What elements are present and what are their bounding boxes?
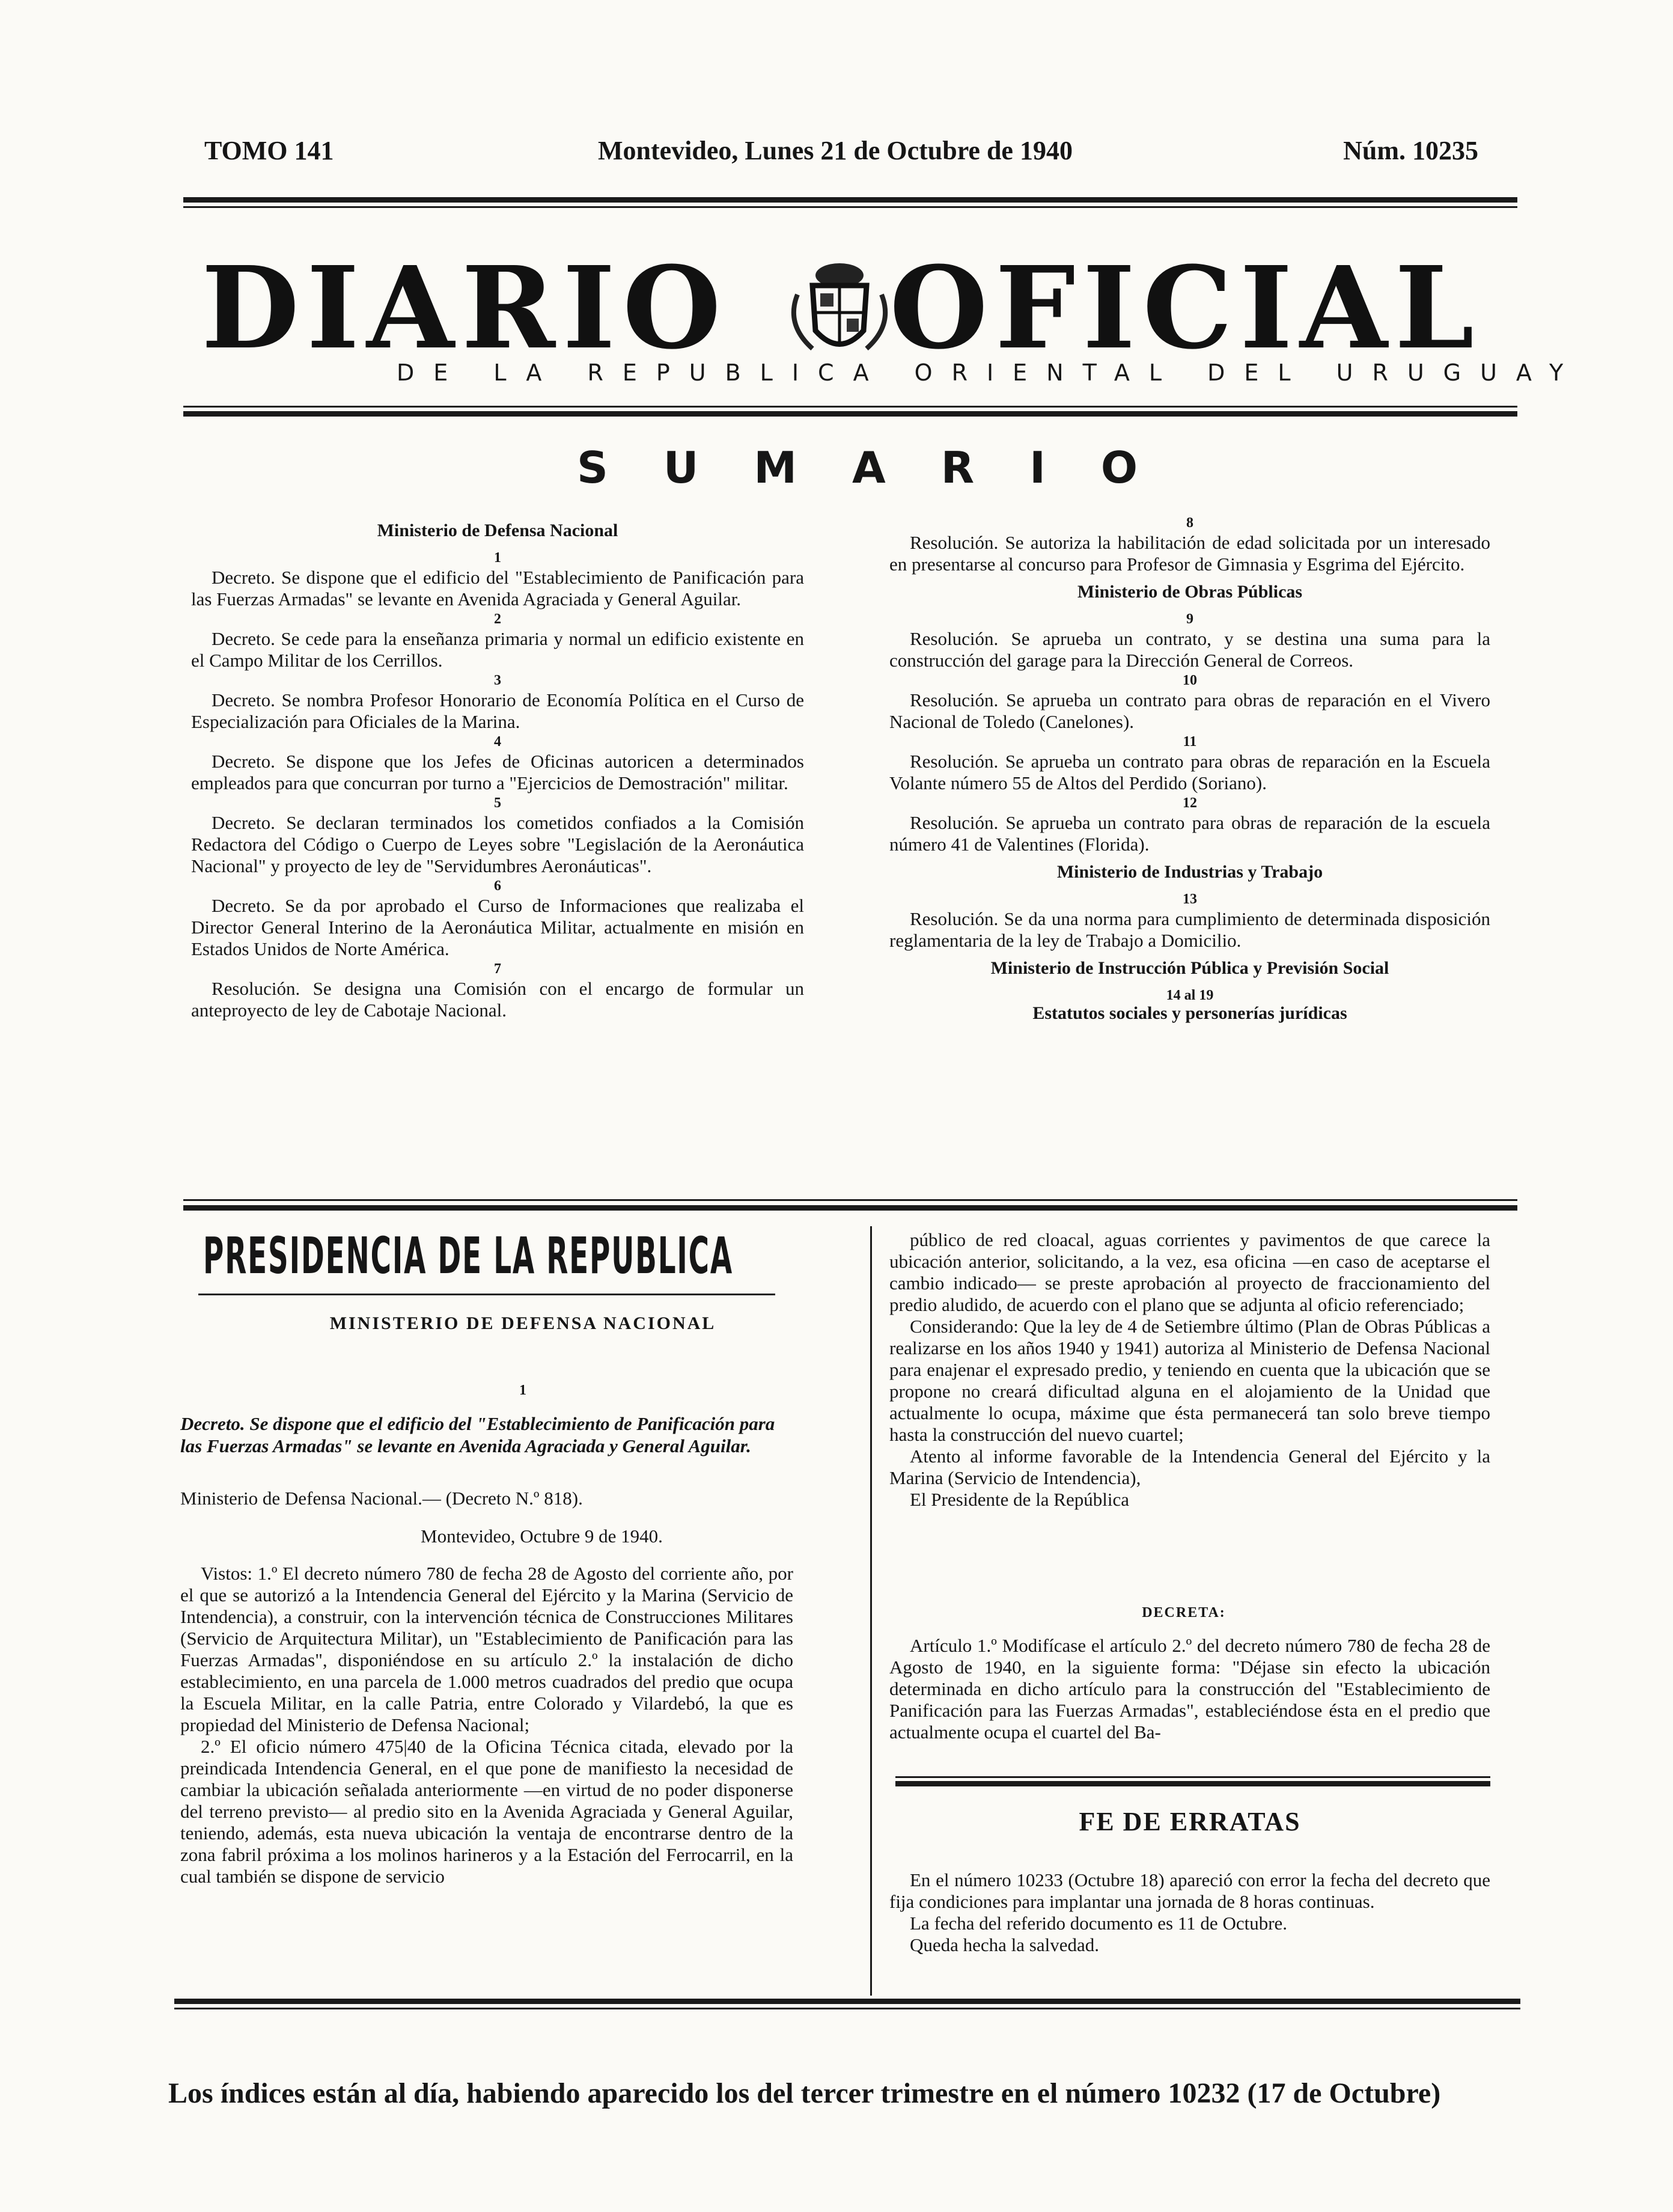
volume-label: TOMO 141 bbox=[204, 136, 334, 165]
decree-heading: Decreto. Se dispone que el edificio del "Establecimiento de Panificación para las Fuerzas Armadas" se levante en Avenida Agraciada y General Aguilar. bbox=[180, 1413, 775, 1456]
decree-paragraph: Vistos: 1.º El decreto número 780 de fecha 28 de Agosto del corriente año, por el que se autorizó a la Intendencia General del Ejército y la Marina (Servicio de Intendencia), a construir, con la intervención técnica de Construcciones Militares (Servicio de Arquitectura Militar), un "Establecimiento de Panificación para las Fuerzas Armadas", disponiéndose en su artículo 2.º la instalación de dicho establecimiento, en una parcela de 1.000 metros cuadrados del predio que ocupa la Escuela Militar, en la calle Patria, entre Colorado y Vilardebó, la que es propiedad del Ministerio de Defensa Nacional; bbox=[180, 1563, 793, 1735]
errata-paragraph: En el número 10233 (Octubre 18) apareció con error la fecha del decreto que fija condiciones para implantar una jornada de 8 horas continuas. bbox=[889, 1869, 1490, 1912]
header-rule bbox=[183, 197, 1517, 203]
item-number: 6 bbox=[494, 878, 501, 894]
summary-item: Resolución. Se aprueba un contrato, y se destina una suma para la construcción del garage para la Dirección General de Correos. bbox=[889, 628, 1490, 671]
coat-of-arms-icon bbox=[779, 258, 900, 361]
ministry-heading: Ministerio de Obras Públicas bbox=[1077, 582, 1303, 602]
masthead-right: OFICIAL bbox=[889, 242, 1481, 374]
summary-rule bbox=[183, 1205, 1517, 1211]
item-number: 2 bbox=[494, 611, 501, 627]
summary-item: Resolución. Se da una norma para cumplimiento de determinada disposición reglamentaria de la ley de Trabajo a Domicilio. bbox=[889, 908, 1490, 951]
dateline: Montevideo, Lunes 21 de Octubre de 1940 bbox=[598, 136, 1073, 165]
summary-column-right bbox=[889, 514, 1490, 1022]
summary-item: Decreto. Se nombra Profesor Honorario de Economía Política en el Curso de Especialización para Oficiales de la Marina. bbox=[191, 689, 804, 732]
summary-column-left bbox=[191, 514, 804, 1021]
summary-item: Resolución. Se aprueba un contrato para obras de reparación de la escuela número 41 de Valentines (Florida). bbox=[889, 812, 1490, 855]
item-number: 11 bbox=[1183, 734, 1197, 750]
summary-item: Decreto. Se da por aprobado el Curso de Informaciones que realizaba el Director General Interino de la Aeronáutica Militar, actualmente en misión en Estados Unidos de Norte América. bbox=[191, 895, 804, 959]
decree-date: Montevideo, Octubre 9 de 1940. bbox=[421, 1526, 663, 1547]
errata-heading: FE DE ERRATAS bbox=[1079, 1807, 1301, 1836]
item-number: 7 bbox=[494, 961, 501, 977]
errata-paragraph: La fecha del referido documento es 11 de Octubre. bbox=[910, 1913, 1288, 1934]
summary-item: Resolución. Se aprueba un contrato para obras de reparación en el Vivero Nacional de Toledo (Canelones). bbox=[889, 689, 1490, 732]
erratas-rule bbox=[895, 1781, 1490, 1786]
ministry-heading: Ministerio de Defensa Nacional bbox=[377, 521, 618, 540]
ministry-heading: Ministerio de Instrucción Pública y Previsión Social bbox=[990, 958, 1389, 978]
decree-paragraph: público de red cloacal, aguas corrientes y pavimentos de que carece la ubicación anterior, solicitando, a la vez, esa oficina —en caso de aceptarse el cambio indicado— se preste aprobación al proyecto de fraccionamiento del predio aludido, de acuerdo con el plano que se adjunta al oficio referenciado; bbox=[889, 1229, 1490, 1315]
errata-paragraph: Queda hecha la salvedad. bbox=[910, 1934, 1100, 1955]
item-number: 3 bbox=[494, 673, 501, 688]
item-number: 5 bbox=[494, 795, 501, 811]
summary-rule-thin bbox=[183, 1199, 1517, 1201]
item-number: 12 bbox=[1183, 795, 1197, 811]
errata-body bbox=[889, 1869, 1490, 1956]
decree-paragraph: 2.º El oficio número 475|40 de la Oficina Técnica citada, elevado por la preindicada Intendencia General, en el que pone de manifiesto la necesidad de cambiar la ubicación señalada anteriormente —en virtud de no poder disponerse del terreno previsto— al predio sito en la Avenida Agraciada y General Aguilar, teniendo, además, esta nueva ubicación la ventaja de encontrarse dentro de la zona fabril próxima a los molinos harineros y a la Estación del Ferrocarril, en la cual también se dispone de servicio bbox=[180, 1736, 793, 1887]
masthead-left: DIARIO bbox=[201, 242, 728, 374]
item-number: 4 bbox=[494, 734, 501, 750]
ministry-heading: MINISTERIO DE DEFENSA NACIONAL bbox=[329, 1313, 716, 1333]
masthead bbox=[201, 243, 1481, 373]
column-divider bbox=[870, 1226, 872, 1996]
header-rule-thin bbox=[183, 206, 1517, 208]
section-title-presidencia: PRESIDENCIA DE LA REPUBLICA bbox=[203, 1226, 734, 1285]
footer-notice: Los índices están al día, habiendo aparecido los del tercer trimestre en el número 10232 (17 de Octubre) bbox=[168, 2077, 1441, 2109]
decree-paragraph: Considerando: Que la ley de 4 de Setiembre último (Plan de Obras Públicas a realizarse en los años 1940 y 1941) autoriza al Ministerio de Defensa Nacional para enajenar el expresado predio, y teniendo en cuenta que la ubicación que se propone no creará dificultad alguna en el alojamiento de la Unidad que actualmente lo ocupa, máxime que ésta permanecerá tan solo breve tiempo hasta la construcción del nuevo cuartel; bbox=[889, 1316, 1490, 1445]
decree-paragraph: Atento al informe favorable de la Intendencia General del Ejército y la Marina (Servicio de Intendencia), bbox=[889, 1446, 1490, 1488]
item-number: 13 bbox=[1183, 891, 1197, 907]
masthead-rule bbox=[183, 411, 1517, 417]
masthead-rule-thin bbox=[183, 406, 1517, 408]
decreta-label: DECRETA: bbox=[1142, 1605, 1226, 1621]
item-number: 9 bbox=[1186, 611, 1193, 627]
section-rule bbox=[198, 1294, 775, 1295]
decree-body-right bbox=[889, 1229, 1490, 1511]
masthead-subtitle: DE LA REPUBLICA ORIENTAL DEL URUGUAY bbox=[397, 359, 1583, 386]
erratas-rule-thin bbox=[895, 1776, 1490, 1778]
summary-item: Decreto. Se dispone que los Jefes de Oficinas autoricen a determinados empleados para que concurran por turno a "Ejercicios de Demostración" militar. bbox=[191, 751, 804, 793]
item-number: 8 bbox=[1186, 515, 1193, 531]
footer-rule bbox=[174, 1999, 1520, 2004]
decree-reference: Ministerio de Defensa Nacional.— (Decreto N.º 818). bbox=[180, 1488, 583, 1509]
item-number: 14 al 19 bbox=[1166, 988, 1214, 1003]
item-number: 1 bbox=[494, 550, 501, 566]
summary-item: Resolución. Se autoriza la habilitación de edad solicitada por un interesado en presentarse al concurso para Profesor de Gimnasia y Esgrima del Ejército. bbox=[889, 532, 1490, 575]
issue-number: Núm. 10235 bbox=[1343, 136, 1478, 165]
article-1-text: Artículo 1.º Modifícase el artículo 2.º del decreto número 780 de fecha 28 de Agosto de 1940, en la siguiente forma: "Déjase sin efecto la ubicación determinada en dicho artículo para la construcción del "Establecimiento de Panificación para las Fuerzas Armadas", estableciéndose ésta en el predio que actualmente ocupa el cuartel del Ba- bbox=[889, 1635, 1490, 1743]
decree-number: 1 bbox=[519, 1382, 526, 1398]
summary-heading: SUMARIO bbox=[577, 442, 1193, 493]
ministry-heading: Ministerio de Industrias y Trabajo bbox=[1056, 862, 1323, 882]
summary-item: Decreto. Se cede para la enseñanza primaria y normal un edificio existente en el Campo Militar de los Cerrillos. bbox=[191, 628, 804, 671]
summary-item: Estatutos sociales y personerías jurídicas bbox=[1032, 1003, 1347, 1023]
decree-paragraph: El Presidente de la República bbox=[910, 1489, 1129, 1510]
summary-item: Decreto. Se dispone que el edificio del "Establecimiento de Panificación para las Fuerzas Armadas" se levante en Avenida Agraciada y General Aguilar. bbox=[191, 567, 804, 610]
summary-item: Resolución. Se aprueba un contrato para obras de reparación en la Escuela Volante número 55 de Altos del Perdido (Soriano). bbox=[889, 751, 1490, 793]
summary-item: Decreto. Se declaran terminados los cometidos confiados a la Comisión Redactora del Código o Cuerpo de Leyes sobre "Legislación de la Aeronáutica Nacional" y proyecto de ley de "Servidumbres Aeronáuticas". bbox=[191, 812, 804, 876]
decree-body-left bbox=[180, 1563, 793, 1887]
footer-rule-thin bbox=[174, 2008, 1520, 2009]
summary-item: Resolución. Se designa una Comisión con el encargo de formular un anteproyecto de ley de Cabotaje Nacional. bbox=[191, 978, 804, 1021]
item-number: 10 bbox=[1183, 673, 1197, 688]
article-1 bbox=[889, 1635, 1490, 1743]
